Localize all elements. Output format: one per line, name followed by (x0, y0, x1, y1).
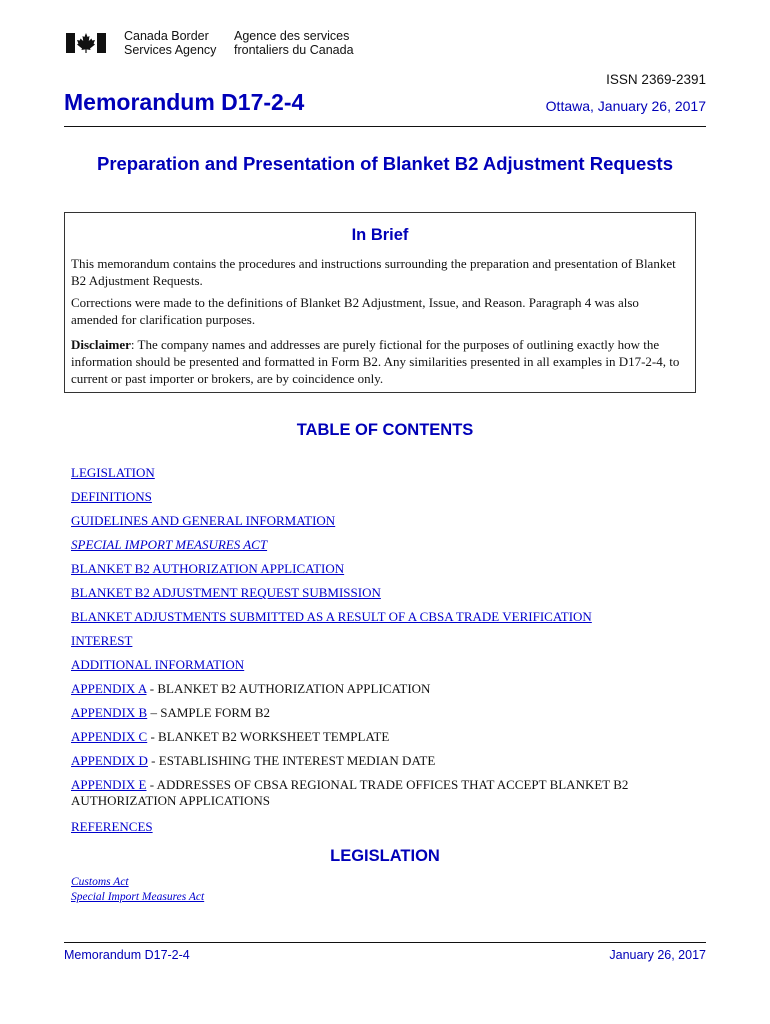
toc-item (71, 585, 691, 601)
toc-link-additional-information[interactable]: ADDITIONAL INFORMATION (71, 657, 245, 672)
toc-appendix-a-title: - BLANKET B2 AUTHORIZATION APPLICATION (146, 681, 431, 696)
toc-item (71, 537, 691, 553)
toc-link-appendix-c[interactable]: APPENDIX C (71, 729, 148, 744)
toc-item (71, 513, 691, 529)
toc-item (71, 753, 691, 769)
footer-divider (64, 942, 706, 943)
issn-number: ISSN 2369-2391 (606, 72, 706, 87)
toc-link-special-import-measures-act[interactable]: SPECIAL IMPORT MEASURES ACT (71, 537, 268, 552)
toc-item (71, 729, 691, 745)
toc-link-appendix-b[interactable]: APPENDIX B (71, 705, 148, 720)
agency-fr-line2: frontaliers du Canada (234, 43, 354, 57)
toc-link-guidelines[interactable]: GUIDELINES AND GENERAL INFORMATION (71, 513, 336, 528)
document-title: Preparation and Presentation of Blanket B2 Adjustment Requests (96, 153, 673, 174)
in-brief-heading: In Brief (351, 226, 409, 244)
toc-appendix-c-title: - BLANKET B2 WORKSHEET TEMPLATE (147, 729, 390, 744)
toc-item (71, 465, 691, 481)
in-brief-paragraph-2: Corrections were made to the definitions of Blanket B2 Adjustment, Issue, and Reason. Paragraph 4 was also amended for clarification purposes. (71, 295, 639, 327)
place-date: Ottawa, January 26, 2017 (545, 98, 706, 114)
toc-link-appendix-a[interactable]: APPENDIX A (71, 681, 147, 696)
toc-link-adjustment-request-submission[interactable]: BLANKET B2 ADJUSTMENT REQUEST SUBMISSION (71, 585, 381, 600)
toc-item (71, 489, 691, 505)
toc-link-interest[interactable]: INTEREST (71, 633, 133, 648)
disclaimer-paragraph (71, 336, 683, 387)
toc-link-trade-verification[interactable]: BLANKET ADJUSTMENTS SUBMITTED AS A RESULT OF A CBSA TRADE VERIFICATION (71, 609, 592, 624)
toc-appendix-b-title: – SAMPLE FORM B2 (147, 705, 271, 720)
footer-memo-number: Memorandum D17-2-4 (64, 948, 190, 962)
header-divider (64, 126, 706, 127)
toc-item (71, 777, 681, 809)
agency-en-line1: Canada Border (124, 29, 209, 43)
footer-date: January 26, 2017 (609, 948, 706, 962)
toc-heading: TABLE OF CONTENTS (296, 421, 474, 439)
agency-name-english (124, 29, 216, 57)
agency-fr-line1: Agence des services (234, 29, 350, 43)
toc-link-legislation[interactable]: LEGISLATION (71, 465, 155, 480)
link-special-import-measures-act[interactable]: Special Import Measures Act (71, 891, 205, 903)
disclaimer-label: Disclaimer (71, 337, 131, 352)
toc-link-appendix-e[interactable]: APPENDIX E (71, 777, 147, 792)
toc-item (71, 657, 691, 673)
in-brief-paragraph-1: This memorandum contains the procedures and instructions surrounding the preparation and presentation of Blanket B2 Adjustment Requests. (71, 256, 676, 288)
toc-link-references[interactable]: REFERENCES (71, 819, 153, 834)
toc-item (71, 633, 691, 649)
legislation-heading: LEGISLATION (330, 847, 440, 865)
toc-item (71, 561, 691, 577)
agency-en-line2: Services Agency (124, 43, 217, 57)
flag-left-bar (66, 33, 75, 53)
memorandum-title: Memorandum D17-2-4 (64, 89, 305, 115)
toc-appendix-e-title: - ADDRESSES OF CBSA REGIONAL TRADE OFFICES THAT ACCEPT BLANKET B2 AUTHORIZATION APPLICATIONS (71, 777, 629, 808)
toc-link-authorization-application[interactable]: BLANKET B2 AUTHORIZATION APPLICATION (71, 561, 345, 576)
maple-leaf-icon (76, 32, 96, 54)
toc-item (71, 705, 691, 721)
toc-item (71, 819, 691, 835)
toc-appendix-d-title: - ESTABLISHING THE INTEREST MEDIAN DATE (147, 753, 436, 768)
toc-link-appendix-d[interactable]: APPENDIX D (71, 753, 148, 768)
toc-link-definitions[interactable]: DEFINITIONS (71, 489, 152, 504)
agency-name-french (234, 29, 354, 57)
toc-item (71, 609, 691, 625)
flag-right-bar (97, 33, 106, 53)
disclaimer-text: : The company names and addresses are purely fictional for the purposes of outlining exactly how the information should be presented and formatted in Form B2. Any similarities presented in all examples in D17-2-4, to current or past importer or brokers, are by coincidence only. (71, 337, 680, 386)
link-customs-act[interactable]: Customs Act (71, 876, 129, 888)
toc-item (71, 681, 691, 697)
